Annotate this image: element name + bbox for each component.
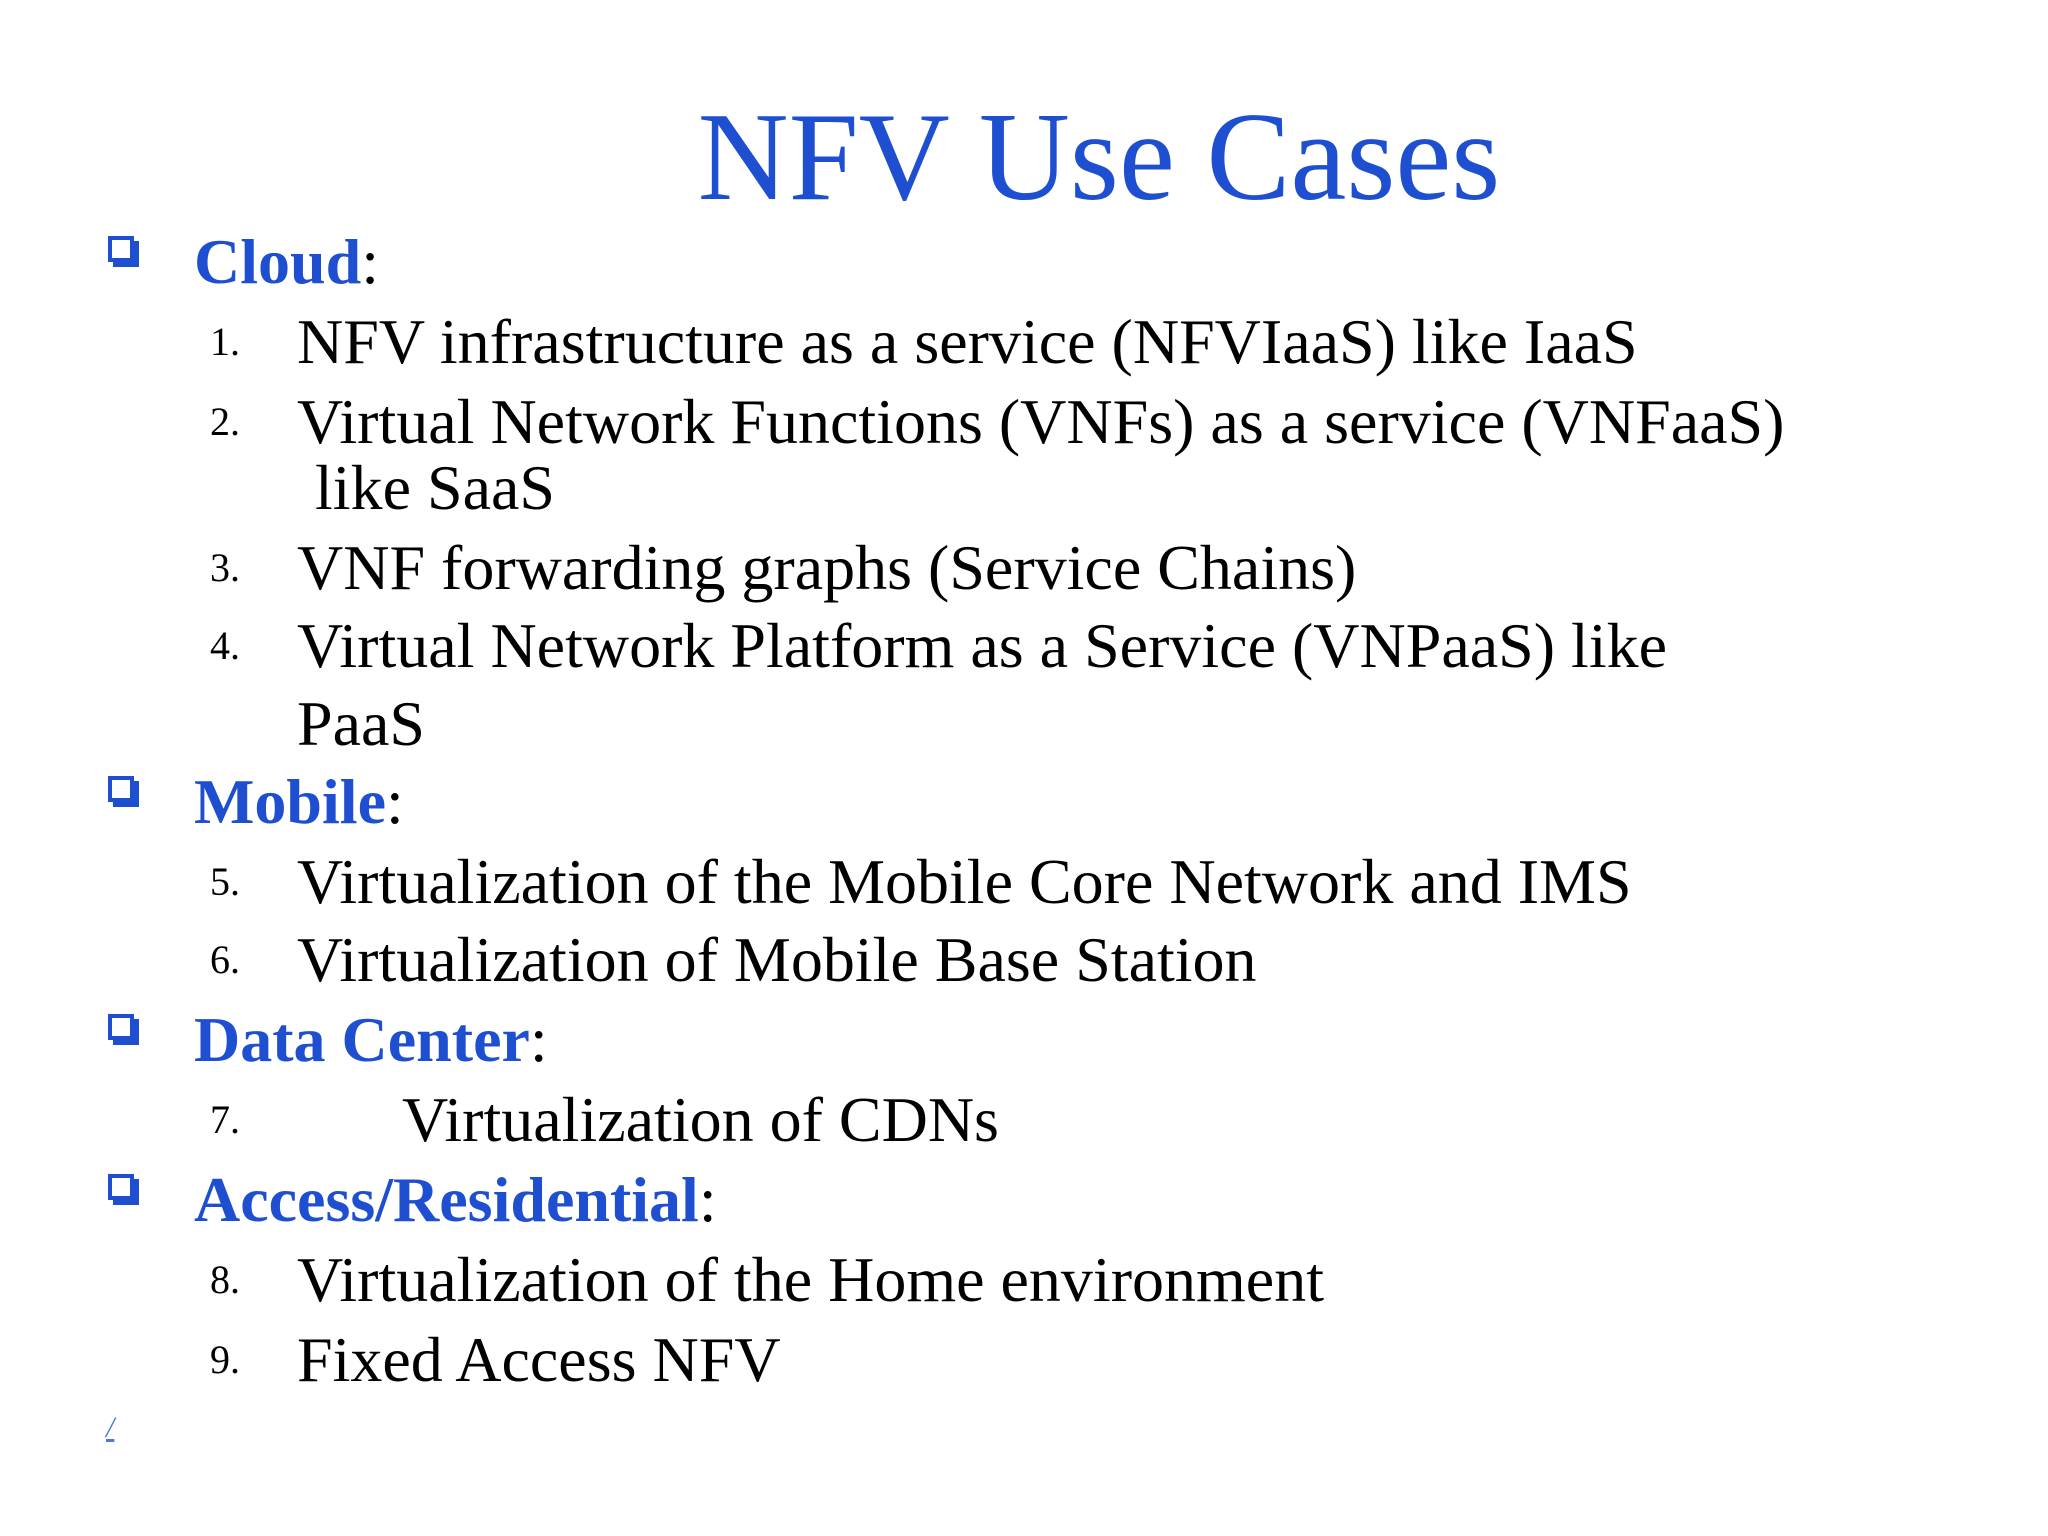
item-text: NFV infrastructure as a service (NFVIaaS) like IaaS bbox=[297, 306, 1638, 377]
item-number: 1. bbox=[210, 319, 240, 364]
item-text: Fixed Access NFV bbox=[297, 1324, 781, 1395]
item-text: Virtualization of CDNs bbox=[402, 1084, 999, 1155]
checkbox-bullet-icon bbox=[108, 1014, 134, 1040]
item-text: Virtualization of Mobile Base Station bbox=[297, 924, 1257, 995]
section-label: Cloud: bbox=[194, 226, 379, 297]
section-label: Data Center: bbox=[194, 1004, 548, 1075]
item-number: 5. bbox=[210, 859, 240, 904]
item-number: 9. bbox=[210, 1337, 240, 1382]
slide-title: NFV Use Cases bbox=[697, 88, 1501, 227]
item-text: Virtualization of the Home environment bbox=[297, 1244, 1324, 1315]
section-label: Access/Residential: bbox=[194, 1164, 717, 1235]
item-text: VNF forwarding graphs (Service Chains) bbox=[297, 532, 1357, 603]
checkbox-bullet-icon bbox=[108, 776, 134, 802]
item-text: Virtual Network Platform as a Service (VNPaaS) like bbox=[297, 610, 1667, 681]
item-number: 2. bbox=[210, 399, 240, 444]
item-number: 8. bbox=[210, 1257, 240, 1302]
item-text: Virtual Network Functions (VNFs) as a service (VNFaaS) bbox=[297, 386, 1785, 457]
checkbox-bullet-icon bbox=[108, 236, 134, 262]
item-text: Virtualization of the Mobile Core Network and IMS bbox=[297, 846, 1632, 917]
item-number: 4. bbox=[210, 623, 240, 668]
item-number: 7. bbox=[210, 1097, 240, 1142]
item-text-continuation: like SaaS bbox=[315, 452, 555, 523]
section-label: Mobile: bbox=[194, 766, 404, 837]
footer-link-mark[interactable]: / bbox=[106, 1411, 115, 1444]
item-number: 3. bbox=[210, 545, 240, 590]
item-number: 6. bbox=[210, 937, 240, 982]
checkbox-bullet-icon bbox=[108, 1174, 134, 1200]
item-text-continuation: PaaS bbox=[297, 688, 425, 759]
